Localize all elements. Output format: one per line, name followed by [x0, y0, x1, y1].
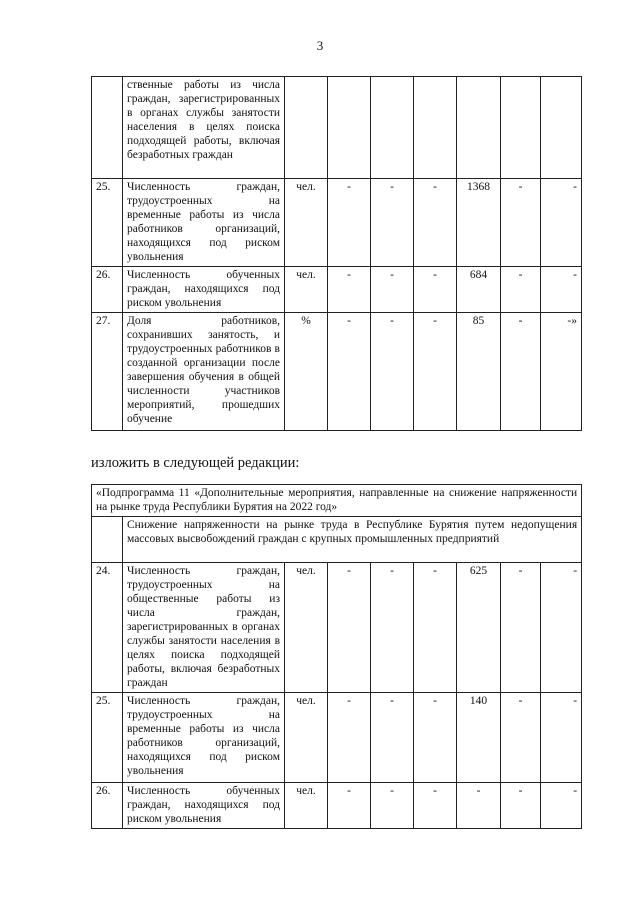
unit-cell: чел. — [285, 783, 328, 829]
unit-cell: чел. — [285, 267, 328, 313]
row-number: 24. — [92, 563, 123, 693]
indicator-name: Численность обученных граждан, находящихся под риском увольнения — [123, 267, 285, 313]
value-cell: - — [371, 693, 414, 783]
value-cell: 85 — [457, 313, 501, 431]
value-cell: - — [414, 783, 457, 829]
goal-number-cell — [92, 517, 123, 563]
indicator-name: Численность граждан, трудоустроенных на общественные работы из числа граждан, зарегистрированных в органах службы занятости населения в целях поиска подходящей работы, включая безработных граждан — [123, 563, 285, 693]
table-row — [92, 267, 582, 313]
value-cell: - — [501, 563, 541, 693]
value-cell: - — [414, 313, 457, 431]
value-cell: - — [328, 783, 371, 829]
unit-cell: чел. — [285, 563, 328, 693]
value-cell: - — [371, 783, 414, 829]
subprogram-row — [92, 485, 582, 517]
value-cell: - — [541, 563, 582, 693]
value-cell — [371, 77, 414, 179]
table-row — [92, 179, 582, 267]
indicator-table-new — [91, 484, 582, 829]
unit-cell: чел. — [285, 693, 328, 783]
value-cell — [414, 77, 457, 179]
value-cell: - — [328, 179, 371, 267]
row-number: 26. — [92, 267, 123, 313]
value-cell: - — [501, 179, 541, 267]
row-number: 25. — [92, 693, 123, 783]
unit-cell — [285, 77, 328, 179]
value-cell: - — [457, 783, 501, 829]
value-cell — [501, 77, 541, 179]
table-row — [92, 313, 582, 431]
value-cell: 625 — [457, 563, 501, 693]
goal-title: Снижение напряженности на рынке труда в Республике Бурятия путем недопущения массовых высвобождений граждан с крупных промышленных предприятий — [123, 517, 582, 563]
value-cell: 140 — [457, 693, 501, 783]
subprogram-title: «Подпрограмма 11 «Дополнительные мероприятия, направленные на снижение напряженности на рынке труда Республики Бурятия на 2022 год» — [92, 485, 582, 517]
row-number: 26. — [92, 783, 123, 829]
value-cell: 1368 — [457, 179, 501, 267]
value-cell: - — [501, 267, 541, 313]
value-cell: - — [371, 313, 414, 431]
indicator-name: Численность обученных граждан, находящихся под риском увольнения — [123, 783, 285, 829]
value-cell: - — [541, 693, 582, 783]
value-cell: - — [328, 563, 371, 693]
row-number: 27. — [92, 313, 123, 431]
value-cell — [328, 77, 371, 179]
indicator-name: Численность граждан, трудоустроенных на временные работы из числа работников организаций, находящихся под риском увольнения — [123, 179, 285, 267]
page-number: 3 — [316, 38, 324, 53]
value-cell: - — [414, 693, 457, 783]
indicator-name: Доля работников, сохранивших занятость, и трудоустроенных работников в созданной организации после завершения обучения в общей численности участников мероприятий, прошедших обучение — [123, 313, 285, 431]
value-cell — [457, 77, 501, 179]
value-cell: - — [414, 179, 457, 267]
value-cell: - — [501, 693, 541, 783]
value-cell: - — [541, 267, 582, 313]
value-cell: - — [541, 783, 582, 829]
table-row — [92, 693, 582, 783]
indicator-table-old — [91, 76, 582, 431]
value-cell: - — [371, 267, 414, 313]
value-cell: - — [501, 783, 541, 829]
row-number: 25. — [92, 179, 123, 267]
value-cell: - — [371, 179, 414, 267]
goal-row — [92, 517, 582, 563]
table-row — [92, 77, 582, 179]
table-row — [92, 783, 582, 829]
indicator-name: Численность граждан, трудоустроенных на временные работы из числа работников организаций, находящихся под риском увольнения — [123, 693, 285, 783]
value-cell: - — [328, 267, 371, 313]
value-cell: - — [328, 693, 371, 783]
value-cell: - — [371, 563, 414, 693]
row-number — [92, 77, 123, 179]
table-row — [92, 563, 582, 693]
value-cell: - — [541, 179, 582, 267]
value-cell: - — [414, 267, 457, 313]
value-cell: 684 — [457, 267, 501, 313]
value-cell: - — [328, 313, 371, 431]
unit-cell: % — [285, 313, 328, 431]
value-cell: - — [414, 563, 457, 693]
unit-cell: чел. — [285, 179, 328, 267]
value-cell: -» — [541, 313, 582, 431]
value-cell: - — [501, 313, 541, 431]
indicator-name: ственные работы из числа граждан, зарегистрированных в органах службы занятости населения в целях поиска подходящей работы, включая безработных граждан — [123, 77, 285, 179]
intro-text: изложить в следующей редакции: — [91, 455, 300, 471]
value-cell — [541, 77, 582, 179]
